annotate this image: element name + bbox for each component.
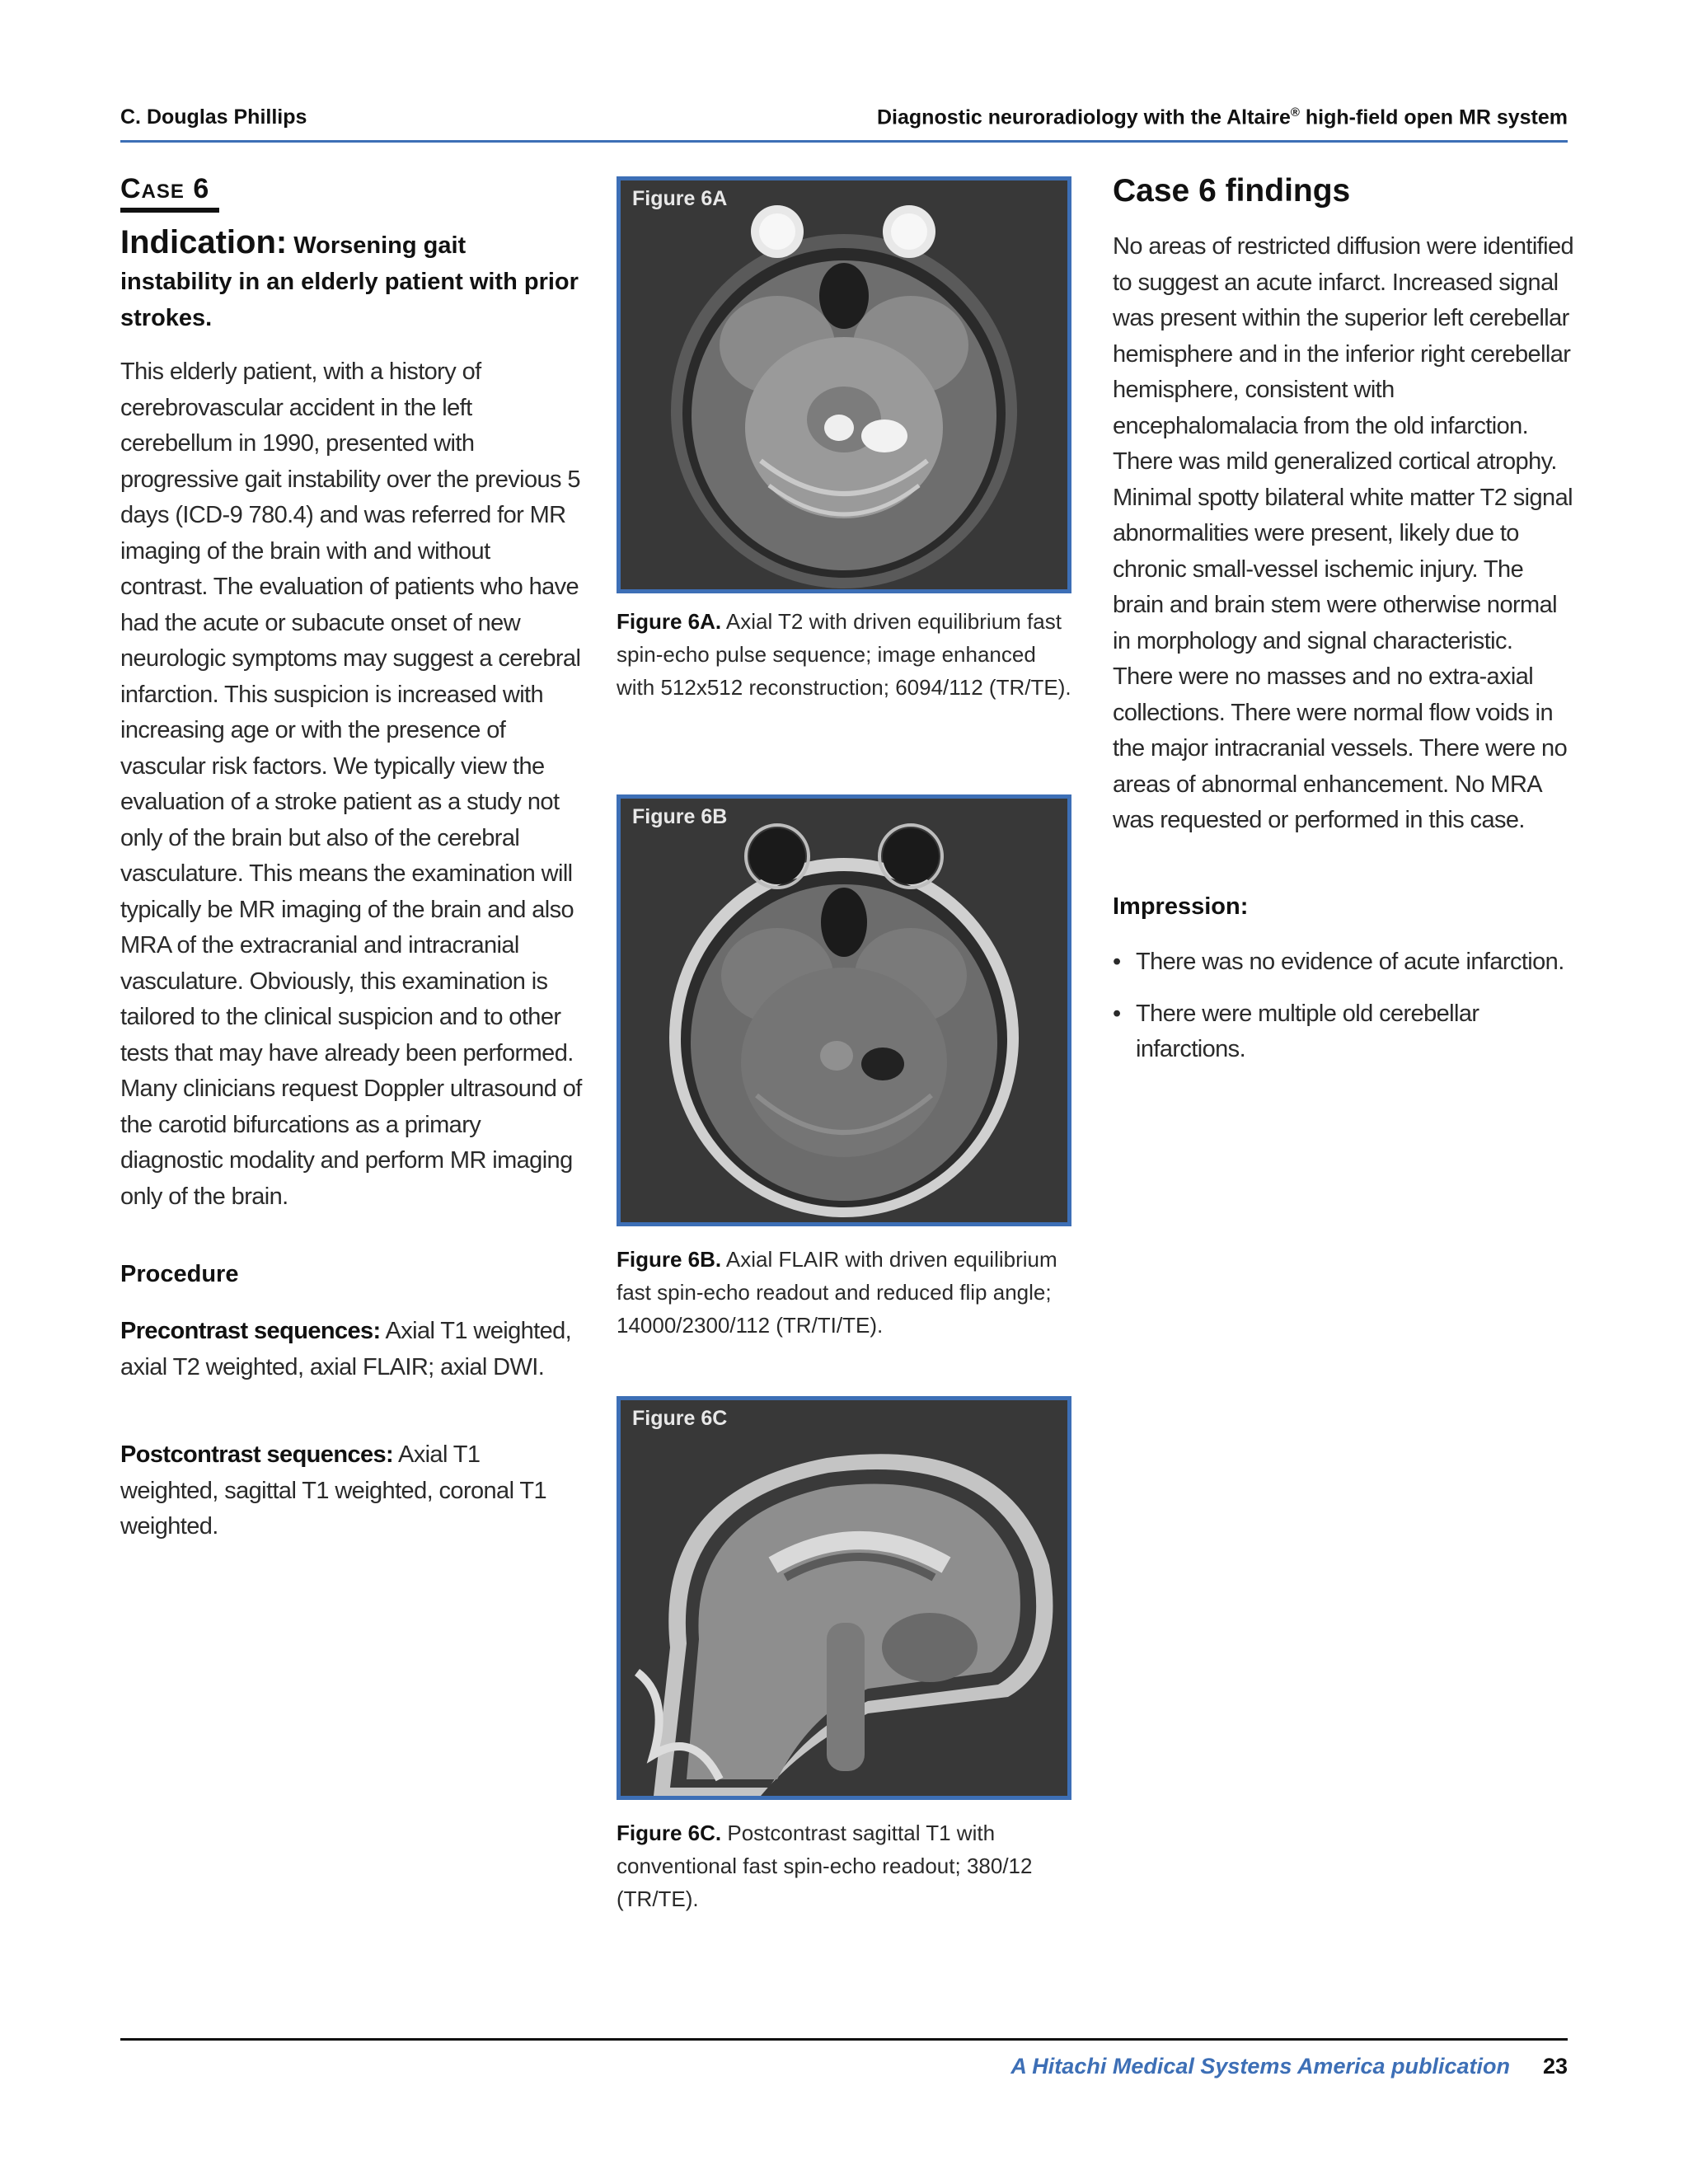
bullet-marker: •: [1113, 949, 1121, 975]
footer-rule: [120, 2038, 1568, 2041]
impression-item: • There were multiple old cerebellar infarctions.: [1113, 996, 1574, 1068]
figure-6c-caption: Figure 6C. Postcontrast sagittal T1 with conventional fast spin-echo readout; 380/12 (TR/TE).: [617, 1821, 1033, 1911]
header-rule: [120, 140, 1568, 143]
impression-heading: Impression:: [1113, 893, 1249, 920]
footer-publication: A Hitachi Medical Systems America publication: [1010, 2054, 1510, 2079]
figure-6c-image: [617, 1396, 1071, 1800]
postcontrast-sequences: Postcontrast sequences: Axial T1 weighted, sagittal T1 weighted, coronal T1 weighted.: [120, 1441, 547, 1540]
figure-6a-image: [617, 176, 1071, 593]
figure-6b-image: [617, 794, 1071, 1226]
bullet-marker: •: [1113, 1000, 1121, 1027]
case-label-underline: [120, 208, 219, 213]
page-number: 23: [1542, 2054, 1568, 2079]
figure-6a-caption: Figure 6A. Axial T2 with driven equilibrium fast spin-echo pulse sequence; image enhanced with 512x512 reconstruction; 6094/112 (TR/TE).: [617, 609, 1071, 700]
figure-6b-label: Figure 6B: [632, 805, 728, 828]
indication-heading: Indication: Worsening gait instability in an elderly patient with prior strokes.: [120, 224, 579, 331]
axial-flair-scan-illustration: [621, 799, 1067, 1222]
precontrast-sequences: Precontrast sequences: Axial T1 weighted, axial T2 weighted, axial FLAIR; axial DWI.: [120, 1318, 572, 1380]
figure-6b-caption: Figure 6B. Axial FLAIR with driven equilibrium fast spin-echo readout and reduced flip angle; 14000/2300/112 (TR/TI/TE).: [617, 1247, 1057, 1338]
case-label: Case 6: [120, 173, 210, 204]
axial-t2-scan-illustration: [621, 180, 1067, 589]
figure-6c-label: Figure 6C: [632, 1407, 728, 1430]
running-header-title: Diagnostic neuroradiology with the Altaire® high-field open MR system: [877, 105, 1568, 129]
sagittal-t1-scan-illustration: [621, 1400, 1067, 1796]
impression-list: [1113, 944, 1574, 1084]
findings-paragraph: No areas of restricted diffusion were identified to suggest an acute infarct. Increased signal was present within the superior left cerebellar hemisphere and in the inferior right cerebellar hemisphere, consistent with encephalomalacia from the old infarction. There was mild generalized cortical atrophy. Minimal spotty bilateral white matter T2 signal abnormalities were present, likely due to chronic small-vessel ischemic injury. The brain and brain stem were otherwise normal in morphology and signal characteristic. There were no masses and no extra-axial collections. There were normal flow voids in the major intracranial vessels. There were no areas of abnormal enhancement. No MRA was requested or performed in this case.: [1113, 233, 1574, 833]
findings-title: Case 6 findings: [1113, 173, 1351, 209]
figure-6a-label: Figure 6A: [632, 187, 728, 210]
procedure-heading: Procedure: [120, 1261, 239, 1287]
running-header-author: C. Douglas Phillips: [120, 105, 307, 129]
impression-item: • There was no evidence of acute infarction.: [1113, 944, 1574, 981]
case-intro-paragraph: This elderly patient, with a history of cerebrovascular accident in the left cerebellum in 1990, presented with progressive gait instability over the previous 5 days (ICD-9 780.4) and was referred for MR imaging of the brain with and without contrast. The evaluation of patients who have had the acute or subacute onset of new neurologic symptoms may suggest a cerebral infarction. This suspicion is increased with increasing age or with the presence of vascular risk factors. We typically view the evaluation of a stroke patient as a study not only of the brain but also of the cerebral vasculature. This means the examination will typically be MR imaging of the brain and also MRA of the extracranial and intracranial vasculature. Obviously, this examination is tailored to the clinical suspicion and to other tests that may have already been performed. Many clinicians request Doppler ultrasound of the carotid bifurcations as a primary diagnostic modality and perform MR imaging only of the brain.: [120, 359, 582, 1210]
